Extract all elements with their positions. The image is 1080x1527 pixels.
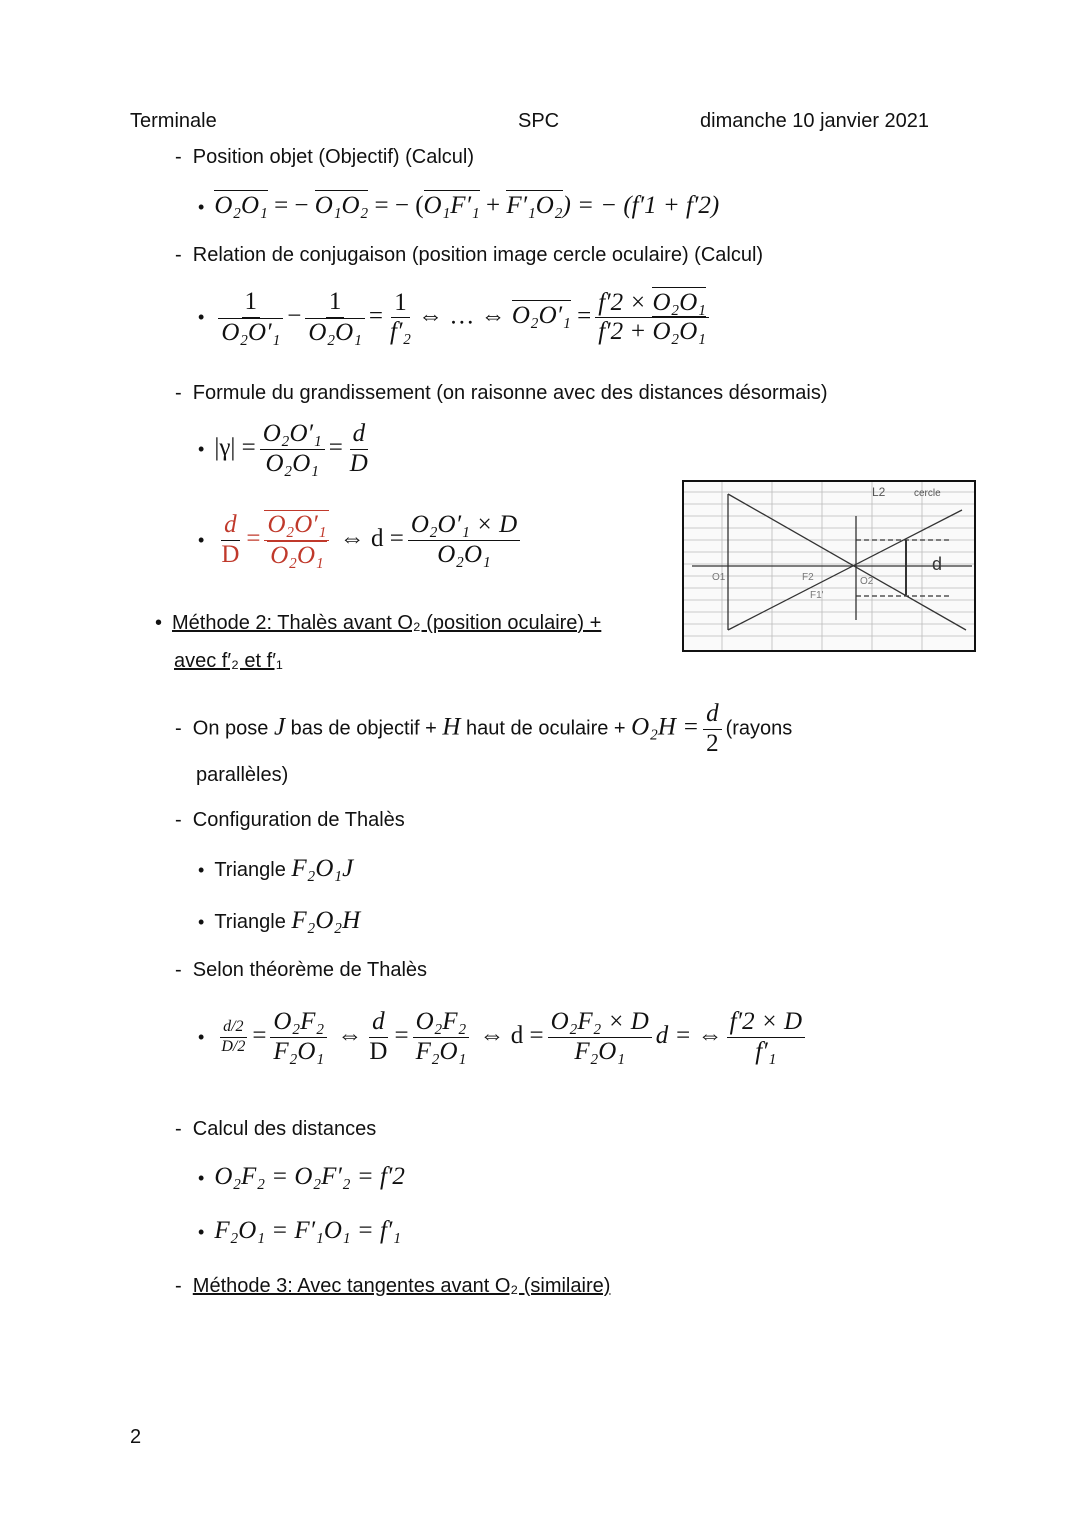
header-date: dimanche 10 janvier 2021 [700,110,930,132]
distance-2: • F₂O₁ = F′₁O₁ = f′₁ [198,1217,402,1244]
section-configuration: - Configuration de Thalès [175,809,405,831]
method-3-heading: - Méthode 3: Avec tangentes avant O₂ (similaire) [175,1275,611,1297]
equation-gamma: • |γ| = $\frac{\text{O₂O′₁}}{\text{O₂O₁}}$ = $\frac{d}{D}$ [198,420,368,477]
method-2-title: Méthode 2: Thalès avant O₂ (position oculaire) + [172,612,602,634]
method-2-heading: • Méthode 2: Thalès avant O₂ (position oculaire) + [155,612,602,634]
equation-o2o1: • O₂O₁ = − O₁O₂ = − (O₁F′₁ + F′₁O₂) = − (f′1 + f′2) [198,192,720,219]
section-position-objet: - Position objet (Objectif) (Calcul) [175,146,474,168]
section-on-pose: - On pose J bas de objectif + H haut de oculaire + O₂H = $\frac{d}{2}$ (rayons [175,700,793,757]
method-3-title: Méthode 3: Avec tangentes avant O₂ (similaire) [192,1275,611,1297]
header-center: SPC [518,110,560,132]
section-calcul-distances: - Calcul des distances [175,1118,377,1140]
sketch-label-f1: F1' [810,590,824,601]
section-conjugaison: - Relation de conjugaison (position image cercle oculaire) (Calcul) [175,244,764,266]
section-grandissement: - Formule du grandissement (on raisonne avec des distances désormais) [175,382,828,404]
sketch-label-d: d [932,554,943,574]
equation-conjugaison: • $\frac{1}{\text{O₂O′₁}}$ − $\frac{1}{\text{O₂O₁}}$ = $\frac{1}{\text{f′₂}}$ ⇔ … ⇔ O₂O′₁ = $\frac{\text{f′2 × O₂O₁}}{\text{f′2 + O₂O₁}}$ [198,288,713,348]
equation-thales: • $\frac{d/2}{D/2}$ = $\frac{\text{O₂F₂}}{\text{F₂O₁}}$ ⇔ $\frac{d}{D}$ = $\frac{\text{O₂F₂}}{\text{F₂O₁}}$ ⇔ d = $\frac{\text{O₂F₂ × D}}{\text{F₂O₁}}$ d = ⇔ $\frac{f'2 \times D}{\text{f′₁}}$ [198,1008,809,1067]
sketch-label-o2: O2 [860,576,874,587]
distance-1: • O₂F₂ = O₂F′₂ = f′2 [198,1163,405,1190]
page-number: 2 [130,1426,142,1448]
sketch-label-f2: F2 [802,572,814,583]
sketch-label-o1: O1 [712,572,726,583]
section-title: Relation de conjugaison (position image cercle oculaire) (Calcul) [192,244,764,266]
header-left: Terminale [130,110,217,132]
triangle-1: • Triangle F₂O₁J [198,855,354,882]
hand-drawn-ray-diagram [682,480,976,652]
paralleles-text: parallèles) [196,764,289,786]
section-title: Formule du grandissement (on raisonne avec des distances désormais) [192,382,828,404]
triangle-2: • Triangle F₂O₂H [198,907,361,934]
sketch-label-l2: L2 [872,485,886,499]
section-title: Position objet (Objectif) (Calcul) [192,146,474,168]
method-2-title-cont: avec f′₂ et f′₁ [174,650,283,672]
section-selon-thales: - Selon théorème de Thalès [175,959,428,981]
sketch-label-cercle: cercle [914,488,941,499]
equation-d: • $\frac{d}{D}$ = $\frac{\text{O₂O′₁}}{\text{O₂O₁}}$ ⇔ d = $\frac{\text{O₂O′₁ × D}}{\text{O₂O₁}}$ [198,510,524,571]
